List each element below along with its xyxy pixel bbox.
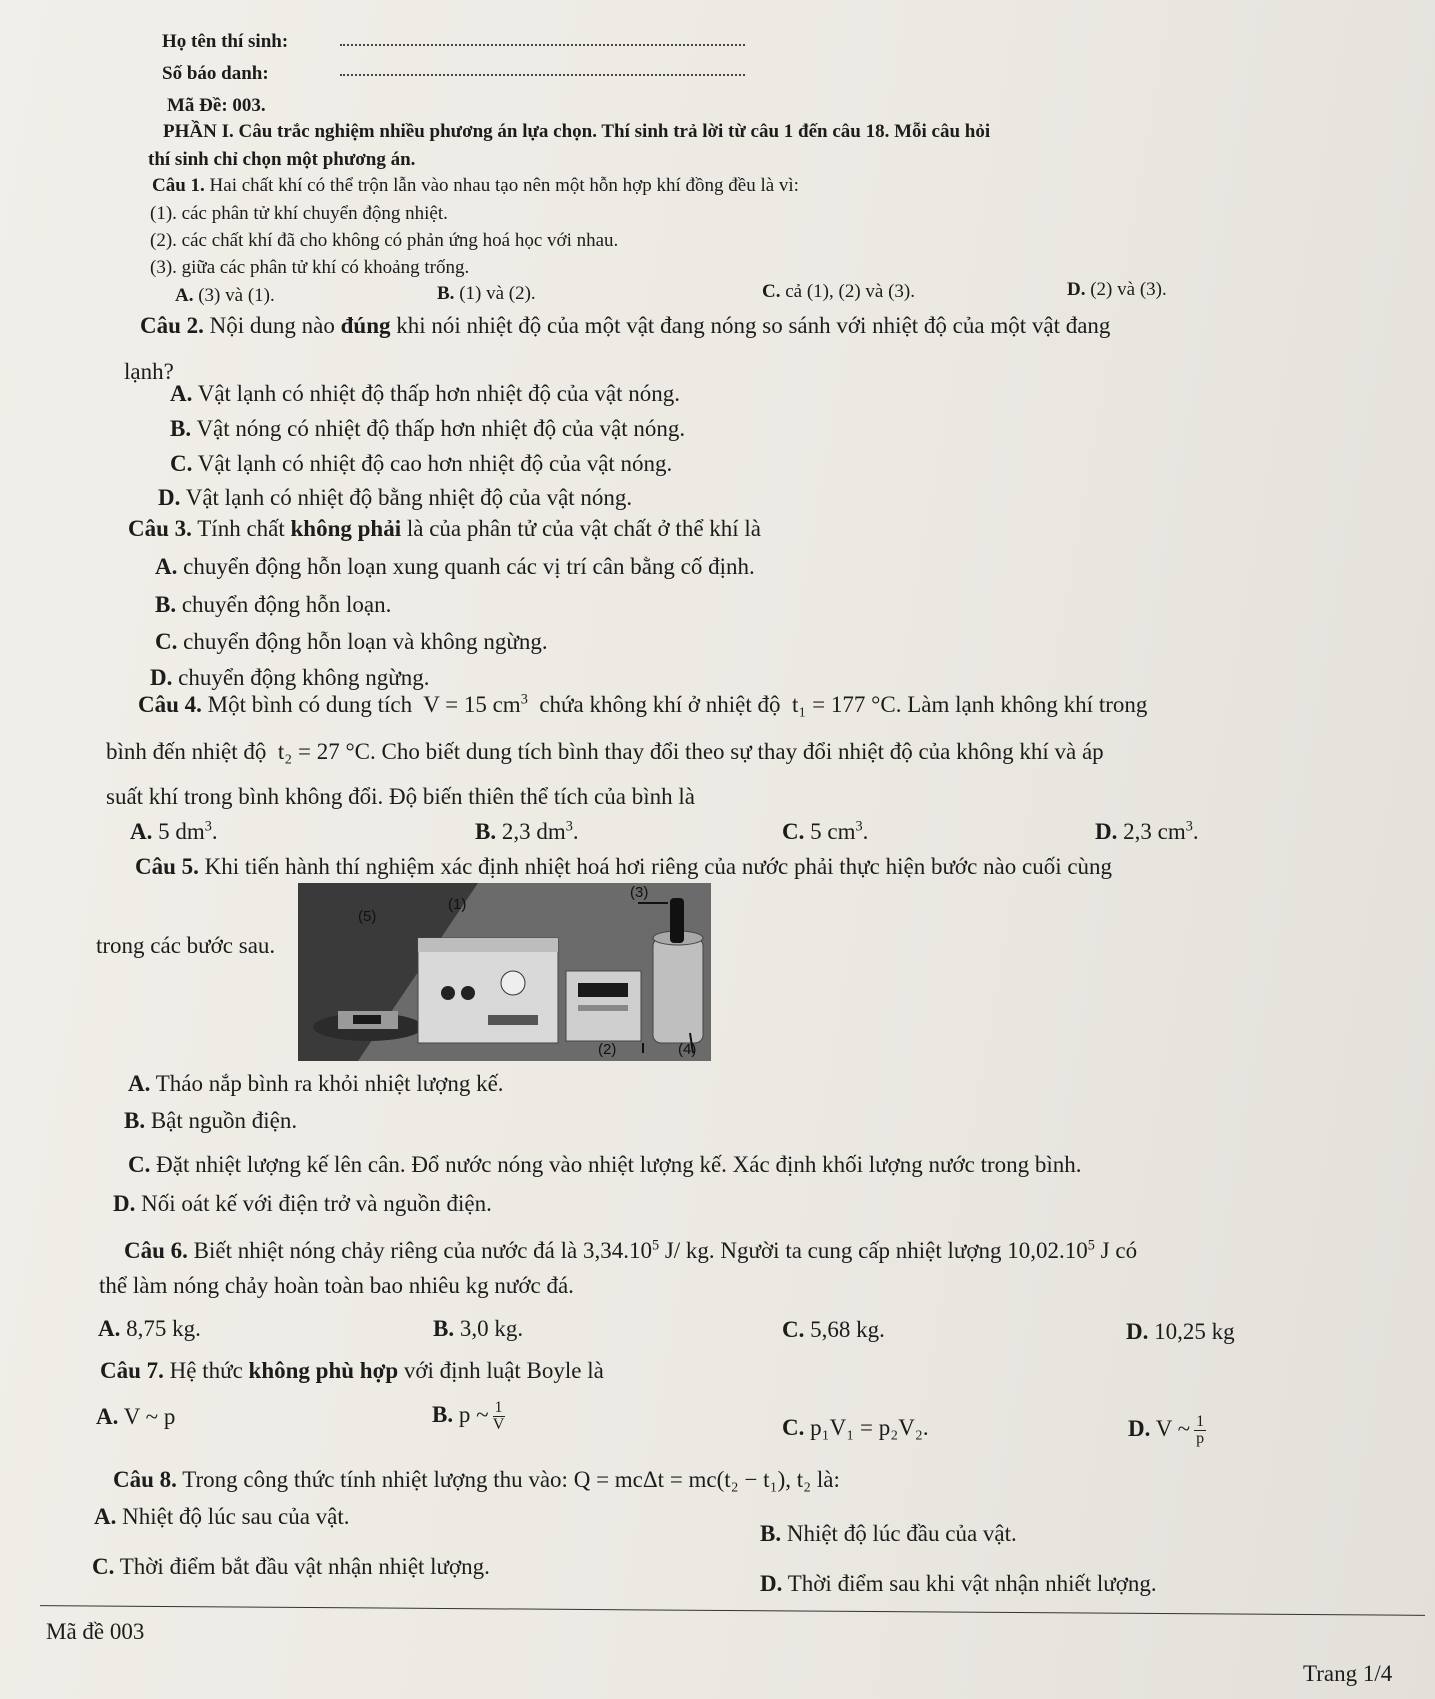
question-7-option-a[interactable]: A. V ~ p xyxy=(96,1404,176,1429)
question-8-option-c[interactable]: C. Thời điểm bắt đầu vật nhận nhiệt lượng. xyxy=(92,1554,490,1579)
question-3-stem: Câu 3. Tính chất không phải là của phân tử của vật chất ở thể khí là xyxy=(128,516,762,541)
fraction-one-over-v: $\frac{1}{V}$ xyxy=(492,1399,505,1433)
question-6-stem: Câu 6. Biết nhiệt nóng chảy riêng của nước đá là 3,34.10$^5$ J/ kg. Người ta cung cấp nhiệt lượng 10,02.10$^5$ J có xyxy=(124,1237,1138,1263)
figure-label-2: (2) xyxy=(598,1041,617,1058)
question-5-option-d[interactable]: D. Nối oát kế với điện trở và nguồn điện. xyxy=(113,1191,492,1216)
question-7-stem: Câu 7. Hệ thức không phù hợp với định luật Boyle là xyxy=(100,1358,604,1383)
question-1-statement-2: (2). các chất khí đã cho không có phản ứng hoá học với nhau. xyxy=(150,230,619,251)
student-id-label: Số báo danh: xyxy=(162,63,269,84)
student-id-field[interactable] xyxy=(340,74,745,76)
question-6-option-d[interactable]: D. 10,25 kg xyxy=(1126,1319,1235,1344)
question-6-option-b[interactable]: B. 3,0 kg. xyxy=(433,1316,524,1341)
question-2-stem-cont: lạnh? xyxy=(124,359,174,384)
question-4-stem: Câu 4. Một bình có dung tích V = 15 $cm^3$ chứa không khí ở nhiệt độ t₁ = 177 °C. Làm lạnh không khí trong xyxy=(138,691,1148,717)
student-name-field[interactable] xyxy=(340,44,745,46)
student-name-label: Họ tên thí sinh: xyxy=(162,31,289,52)
question-1-option-b[interactable]: B. (1) và (2). xyxy=(437,283,536,304)
question-4-stem-cont: bình đến nhiệt độ t₂ = 27 °C. Cho biết dung tích bình thay đổi theo sự thay đổi nhiệt độ của không khí và áp xyxy=(106,739,1104,764)
question-4-option-a[interactable]: A. 5 $dm^3$. xyxy=(130,818,218,844)
experiment-figure xyxy=(298,883,711,1061)
question-5-option-b[interactable]: B. Bật nguồn điện. xyxy=(124,1108,298,1133)
question-1-option-c[interactable]: C. cả (1), (2) và (3). xyxy=(762,281,915,302)
question-4-option-d[interactable]: D. 2,3 $cm^3$. xyxy=(1095,818,1199,844)
question-4-stem-end: suất khí trong bình không đổi. Độ biến thiên thể tích của bình là xyxy=(106,784,695,809)
question-1-statement-3: (3). giữa các phân tử khí có khoảng trống. xyxy=(150,257,470,278)
figure-label-3: (3) xyxy=(630,884,649,901)
question-5-stem-cont: trong các bước sau. xyxy=(96,933,276,958)
question-1-option-a[interactable]: A. (3) và (1). xyxy=(175,285,275,306)
question-2-option-d[interactable]: D. Vật lạnh có nhiệt độ bằng nhiệt độ của vật nóng. xyxy=(158,485,633,510)
question-2-stem: Câu 2. Nội dung nào đúng khi nói nhiệt độ của một vật đang nóng so sánh với nhiệt độ của một vật đang xyxy=(140,313,1111,338)
exam-code: Mã Đề: 003. xyxy=(167,95,266,116)
question-4-option-c[interactable]: C. 5 $cm^3$. xyxy=(782,818,869,844)
fraction-one-over-p: $\frac{1}{p}$ xyxy=(1196,1413,1205,1447)
question-1-statement-1: (1). các phân tử khí chuyển động nhiệt. xyxy=(150,203,448,224)
question-1-option-d[interactable]: D. (2) và (3). xyxy=(1067,279,1167,300)
question-7-option-d[interactable]: D. V ~ $\frac{1}{p}$ xyxy=(1128,1413,1205,1447)
footer-rule xyxy=(40,1605,1425,1616)
part1-line2: thí sinh chỉ chọn một phương án. xyxy=(148,149,416,170)
question-3-option-a[interactable]: A. chuyển động hỗn loạn xung quanh các vị trí cân bằng cố định. xyxy=(155,554,755,579)
question-6-stem-cont: thể làm nóng chảy hoàn toàn bao nhiêu kg nước đá. xyxy=(99,1273,574,1298)
question-2-option-c[interactable]: C. Vật lạnh có nhiệt độ cao hơn nhiệt độ của vật nóng. xyxy=(170,451,673,476)
question-3-option-c[interactable]: C. chuyển động hỗn loạn và không ngừng. xyxy=(155,629,548,654)
question-5-option-a[interactable]: A. Tháo nắp bình ra khỏi nhiệt lượng kế. xyxy=(128,1071,504,1096)
question-5-option-c[interactable]: C. Đặt nhiệt lượng kế lên cân. Đổ nước nóng vào nhiệt lượng kế. Xác định khối lượng nước trong bình. xyxy=(128,1152,1082,1177)
question-3-option-d[interactable]: D. chuyển động không ngừng. xyxy=(150,665,430,690)
page-number: Trang 1/4 xyxy=(1303,1661,1393,1686)
figure-label-1: (1) xyxy=(448,896,467,913)
question-3-option-b[interactable]: B. chuyển động hỗn loạn. xyxy=(155,592,392,617)
question-2-option-a[interactable]: A. Vật lạnh có nhiệt độ thấp hơn nhiệt độ của vật nóng. xyxy=(170,381,680,406)
figure-label-4: (4) xyxy=(678,1041,697,1058)
question-8-option-b[interactable]: B. Nhiệt độ lúc đầu của vật. xyxy=(760,1521,1017,1546)
question-2-option-b[interactable]: B. Vật nóng có nhiệt độ thấp hơn nhiệt độ của vật nóng. xyxy=(170,416,686,441)
part1-line1: PHẦN I. Câu trắc nghiệm nhiều phương án lựa chọn. Thí sinh trả lời từ câu 1 đến câu 18. Mỗi câu hỏi xyxy=(163,121,991,142)
question-8-stem: Câu 8. Trong công thức tính nhiệt lượng thu vào: Q = mcΔt = mc(t₂ − t₁), t₂ là: xyxy=(113,1467,840,1492)
question-6-option-c[interactable]: C. 5,68 kg. xyxy=(782,1317,885,1342)
question-4-option-b[interactable]: B. 2,3 $dm^3$. xyxy=(475,818,579,844)
question-8-option-d[interactable]: D. Thời điểm sau khi vật nhận nhiết lượng. xyxy=(760,1571,1157,1596)
figure-label-5: (5) xyxy=(358,908,377,925)
question-1-stem: Câu 1. Hai chất khí có thể trộn lẫn vào nhau tạo nên một hỗn hợp khí đồng đều là vì: xyxy=(152,175,799,196)
question-7-option-c[interactable]: C. p₁V₁ = p₂V₂. xyxy=(782,1415,929,1440)
question-6-option-a[interactable]: A. 8,75 kg. xyxy=(98,1316,201,1341)
footer-exam-code: Mã đề 003 xyxy=(46,1619,145,1644)
question-8-option-a[interactable]: A. Nhiệt độ lúc sau của vật. xyxy=(94,1504,350,1529)
question-5-stem: Câu 5. Khi tiến hành thí nghiệm xác định nhiệt hoá hơi riêng của nước phải thực hiện bước nào cuối cùng xyxy=(135,854,1113,879)
question-7-option-b[interactable]: B. p ~ $\frac{1}{V}$ xyxy=(432,1399,505,1433)
